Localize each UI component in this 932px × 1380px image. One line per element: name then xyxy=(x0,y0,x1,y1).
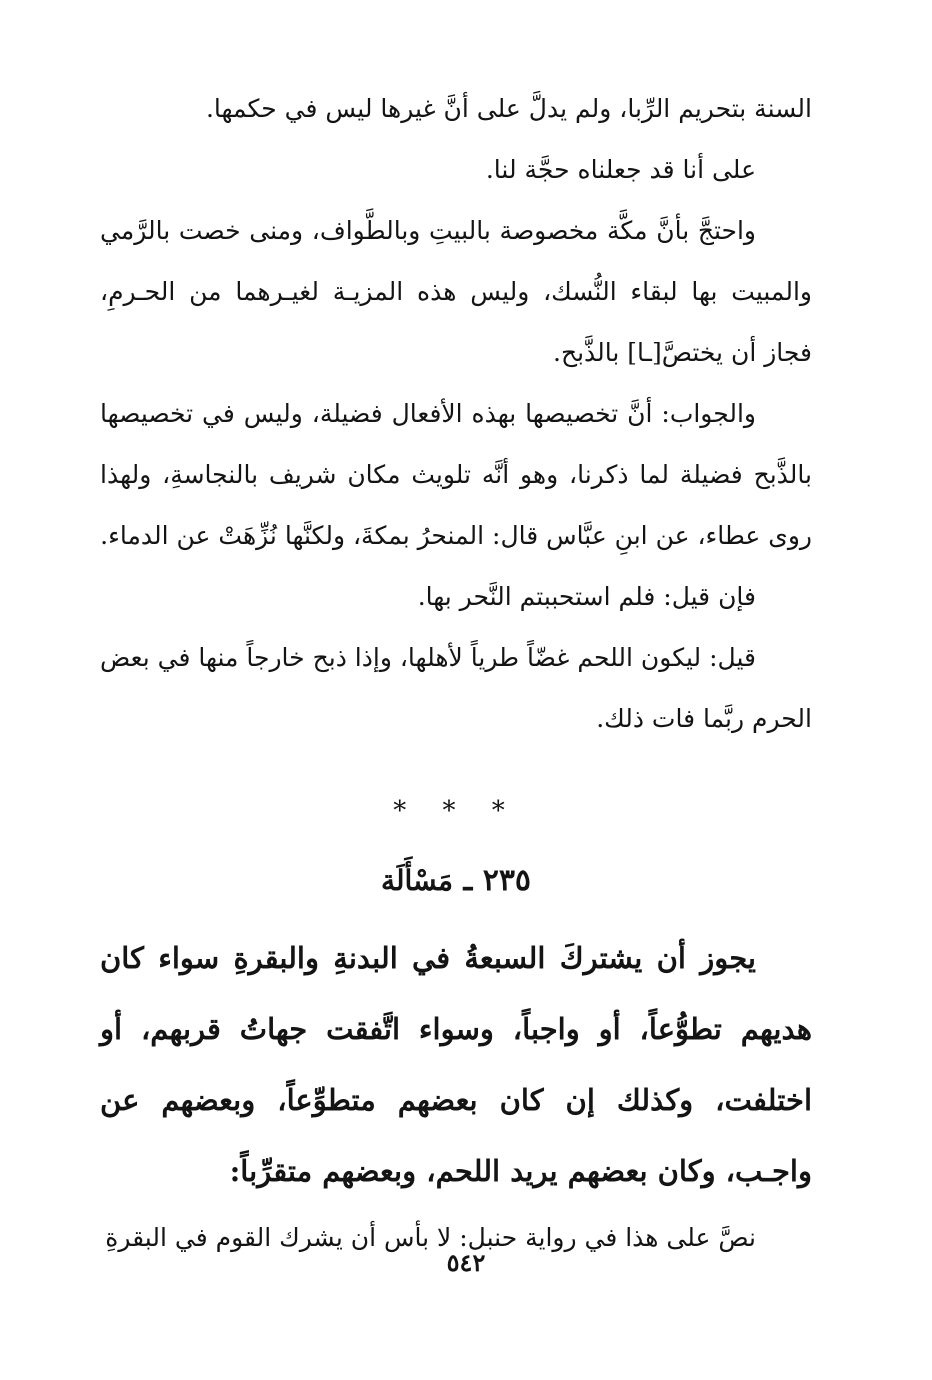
paragraph-6: قيل: ليكون اللحم غضّاً طرياً لأهلها، وإذا ذبح خارجاً منها في بعض الحرم ربَّما فات ذلك. xyxy=(100,643,812,733)
paragraph-5: فإن قيل: فلم استحببتم النَّحر بها. xyxy=(417,582,756,611)
section-title-ornament: مَسْأَلَة xyxy=(380,864,453,897)
paragraph-4: والجواب: أنَّ تخصيصها بهذه الأفعال فضيلة، وليس في تخصيصها بالذَّبح فضيلة لما ذكرنا، وهو أنَّه تلويث مكان شريف بالنجاسةِ، ولهذا روى عطاء، عن ابنِ عبَّاس قال: المنحرُ بمكةَ، ولكنَّها نُزِّهَتْ عن الدماء. xyxy=(100,399,812,550)
bold-paragraph: يجوز أن يشتركَ السبعةُ في البدنةِ والبقرةِ سواء كان هديهم تطوُّعاً، أو واجباً، وسواء اتَّفقت جهاتُ قربهم، أو اختلفت، وكذلك إن كان بعضهم متطوِّعاً، وبعضهم عن واجـب، وكان بعضهم يريد اللحم، وبعضهم متقرِّباً: xyxy=(100,941,812,1188)
page-body xyxy=(100,78,812,1268)
paragraph-bottom: نصَّ على هذا في رواية حنبل: لا بأس أن يشرك القوم في البقرةِ xyxy=(105,1223,756,1252)
paragraph-1: السنة بتحريم الرِّبا، ولم يدلَّ على أنَّ غيرها ليس في حكمها. xyxy=(205,94,812,123)
paragraph-2: على أنا قد جعلناه حجَّة لنا. xyxy=(485,155,756,184)
section-separator: * * * xyxy=(393,796,519,826)
page-number: ٥٤٢ xyxy=(446,1248,486,1277)
section-heading xyxy=(100,853,812,909)
section-number: ٢٣٥ xyxy=(482,863,532,898)
heading-dash: ـ xyxy=(463,863,473,898)
paragraph-3: واحتجَّ بأنَّ مكَّة مخصوصة بالبيتِ وبالطَّواف، ومنى خصت بالرَّمي والمبيت بها لبقاء النُّسك، وليس هذه المزيـة لغيـرهما من الحـرمِ، فجاز أن يختصَّ[ـا] بالذَّبح. xyxy=(100,216,812,367)
